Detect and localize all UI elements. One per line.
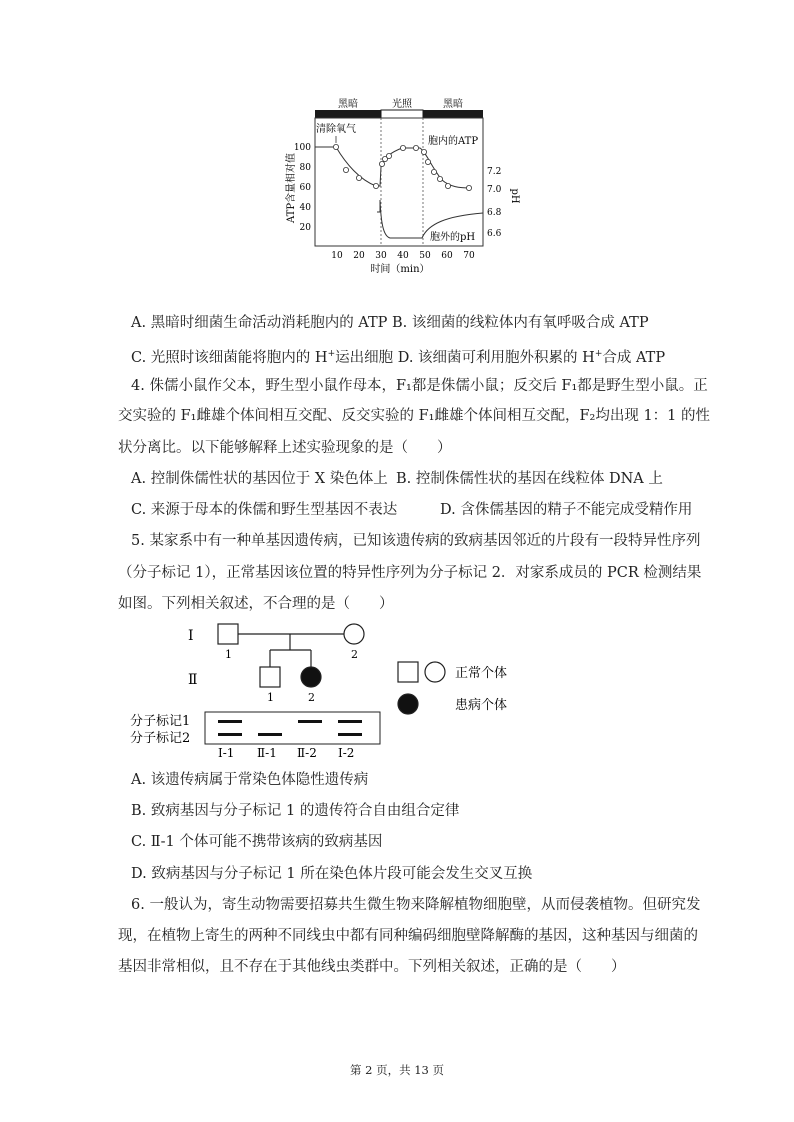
gen2-label: Ⅱ — [188, 672, 198, 688]
q5-stem-line2: （分子标记 1），正常基因该位置的特异性序列为分子标记 2．对家系成员的 PCR 检测结果 — [118, 565, 702, 581]
svg-text:6.8: 6.8 — [487, 208, 502, 218]
svg-text:Ⅱ-1: Ⅱ-1 — [257, 746, 277, 758]
dark-bar-right — [423, 110, 483, 118]
q5-option-c[interactable]: C. Ⅱ-1 个体可能不携带该病的致病基因 — [131, 834, 383, 850]
q3-option-b[interactable]: B. 该细菌的线粒体内有氧呼吸合成 ATP — [392, 315, 649, 331]
page-footer: 第 2 页，共 13 页 — [349, 1063, 445, 1077]
atp-curve — [315, 147, 470, 188]
phase-label-light: 光照 — [392, 99, 412, 110]
marker2-label: 分子标记2 — [130, 731, 191, 746]
q4-option-a[interactable]: A. 控制侏儒性状的基因位于 X 染色体上 — [131, 471, 388, 487]
q3-options-row1 — [131, 313, 649, 333]
svg-text:1: 1 — [267, 691, 274, 704]
phase-label-dark1: 黑暗 — [338, 99, 358, 110]
svg-text:2: 2 — [308, 691, 315, 704]
q4-option-d[interactable]: D. 含侏儒基因的精子不能完成受精作用 — [440, 502, 693, 518]
q4-stem-line2: 交实验的 F₁雌雄个体间相互交配、反交实验的 F₁雌雄个体间相互交配，F₂均出现 1：1 的性 — [118, 408, 711, 424]
individual-I-1 — [218, 624, 238, 644]
svg-text:40: 40 — [397, 251, 409, 261]
svg-text:70: 70 — [463, 251, 475, 261]
svg-text:2: 2 — [351, 648, 358, 661]
q4-stem-line1: 4. 侏儒小鼠作父本，野生型小鼠作母本，F₁都是侏儒小鼠；反交后 F₁都是野生型小鼠。正 — [131, 378, 708, 394]
y-right-label: pH — [509, 188, 520, 204]
svg-text:Ⅰ-1: Ⅰ-1 — [218, 746, 235, 758]
q5-stem-line3: 如图。下列相关叙述，不合理的是（ ） — [118, 596, 394, 612]
light-bar — [381, 110, 423, 118]
q3-option-d[interactable]: D. 该细菌可利用胞外积累的 H+合成 ATP — [397, 349, 666, 366]
label-ph-outside: 胞外的pH — [430, 232, 476, 243]
svg-text:Ⅰ-2: Ⅰ-2 — [338, 746, 355, 758]
gel-frame — [205, 712, 380, 744]
atp-points — [333, 144, 471, 190]
x-axis-ticks — [331, 251, 475, 261]
legend-normal-male — [398, 662, 418, 682]
q5-option-b[interactable]: B. 致病基因与分子标记 1 的遗传符合自由组合定律 — [131, 803, 460, 819]
legend-affected-symbol — [398, 694, 418, 714]
x-label: 时间（min） — [370, 264, 430, 275]
svg-text:20: 20 — [299, 223, 311, 233]
q3-option-c[interactable]: C. 光照时该细菌能将胞内的 H+运出细胞 — [131, 349, 394, 366]
svg-text:Ⅱ-2: Ⅱ-2 — [297, 746, 317, 758]
dark-bar-left — [315, 110, 381, 118]
legend-normal-female — [425, 662, 445, 682]
q5-stem-line1: 5. 某家系中有一种单基因遗传病，已知该遗传病的致病基因邻近的片段有一段特异性序列 — [131, 533, 701, 549]
svg-text:6.6: 6.6 — [487, 229, 502, 239]
svg-text:60: 60 — [441, 251, 453, 261]
annotation-oxygen: 清除氧气 — [316, 124, 356, 135]
svg-text:60: 60 — [299, 183, 311, 193]
svg-text:20: 20 — [353, 251, 365, 261]
gel-lane-labels — [218, 746, 354, 758]
q4-option-c[interactable]: C. 来源于母本的侏儒和野生型基因不表达 — [131, 502, 398, 518]
svg-text:1: 1 — [225, 648, 232, 661]
q6-stem-line2: 现，在植物上寄生的两种不同线虫中都有同种编码细胞壁降解酶的基因，这种基因与细菌的 — [118, 928, 698, 944]
marker1-label: 分子标记1 — [130, 714, 191, 729]
q4-option-b[interactable]: B. 控制侏儒性状的基因在线粒体 DNA 上 — [396, 471, 663, 487]
svg-text:7.2: 7.2 — [487, 167, 502, 177]
individual-II-2 — [301, 667, 321, 687]
q3-options-row2 — [131, 344, 665, 368]
svg-text:80: 80 — [299, 163, 311, 173]
svg-text:30: 30 — [375, 251, 387, 261]
q3-option-a[interactable]: A. 黑暗时细菌生命活动消耗胞内的 ATP — [131, 315, 388, 331]
pedigree-figure — [130, 620, 530, 758]
q4-stem-line3: 状分离比。以下能够解释上述实验现象的是（ ） — [118, 440, 452, 456]
svg-text:10: 10 — [331, 251, 343, 261]
gen1-label: Ⅰ — [188, 628, 194, 644]
q6-stem-line1: 6. 一般认为，寄生动物需要招募共生微生物来降解植物细胞壁，从而侵袭植物。但研究发 — [131, 897, 701, 913]
q6-stem-line3: 基因非常相似，且不存在于其他线虫类群中。下列相关叙述，正确的是（ ） — [118, 959, 626, 975]
svg-text:40: 40 — [299, 203, 311, 213]
svg-text:50: 50 — [419, 251, 431, 261]
q5-option-a[interactable]: A. 该遗传病属于常染色体隐性遗传病 — [131, 772, 369, 788]
right-axis-ticks — [487, 167, 502, 239]
phase-label-dark2: 黑暗 — [443, 99, 463, 110]
legend-affected-label: 患病个体 — [455, 698, 508, 713]
svg-text:7.0: 7.0 — [487, 185, 502, 195]
individual-II-1 — [260, 667, 280, 687]
label-atp-inside: 胞内的ATP — [428, 136, 479, 147]
svg-text:100: 100 — [293, 143, 311, 153]
individual-I-2 — [344, 624, 364, 644]
q5-option-d[interactable]: D. 致病基因与分子标记 1 所在染色体片段可能会发生交叉互换 — [131, 866, 533, 882]
gel-bands — [218, 720, 362, 736]
legend-normal-label: 正常个体 — [455, 666, 508, 681]
atp-ph-figure — [250, 92, 530, 277]
y-left-label: ATP含量相对值 — [286, 152, 297, 224]
